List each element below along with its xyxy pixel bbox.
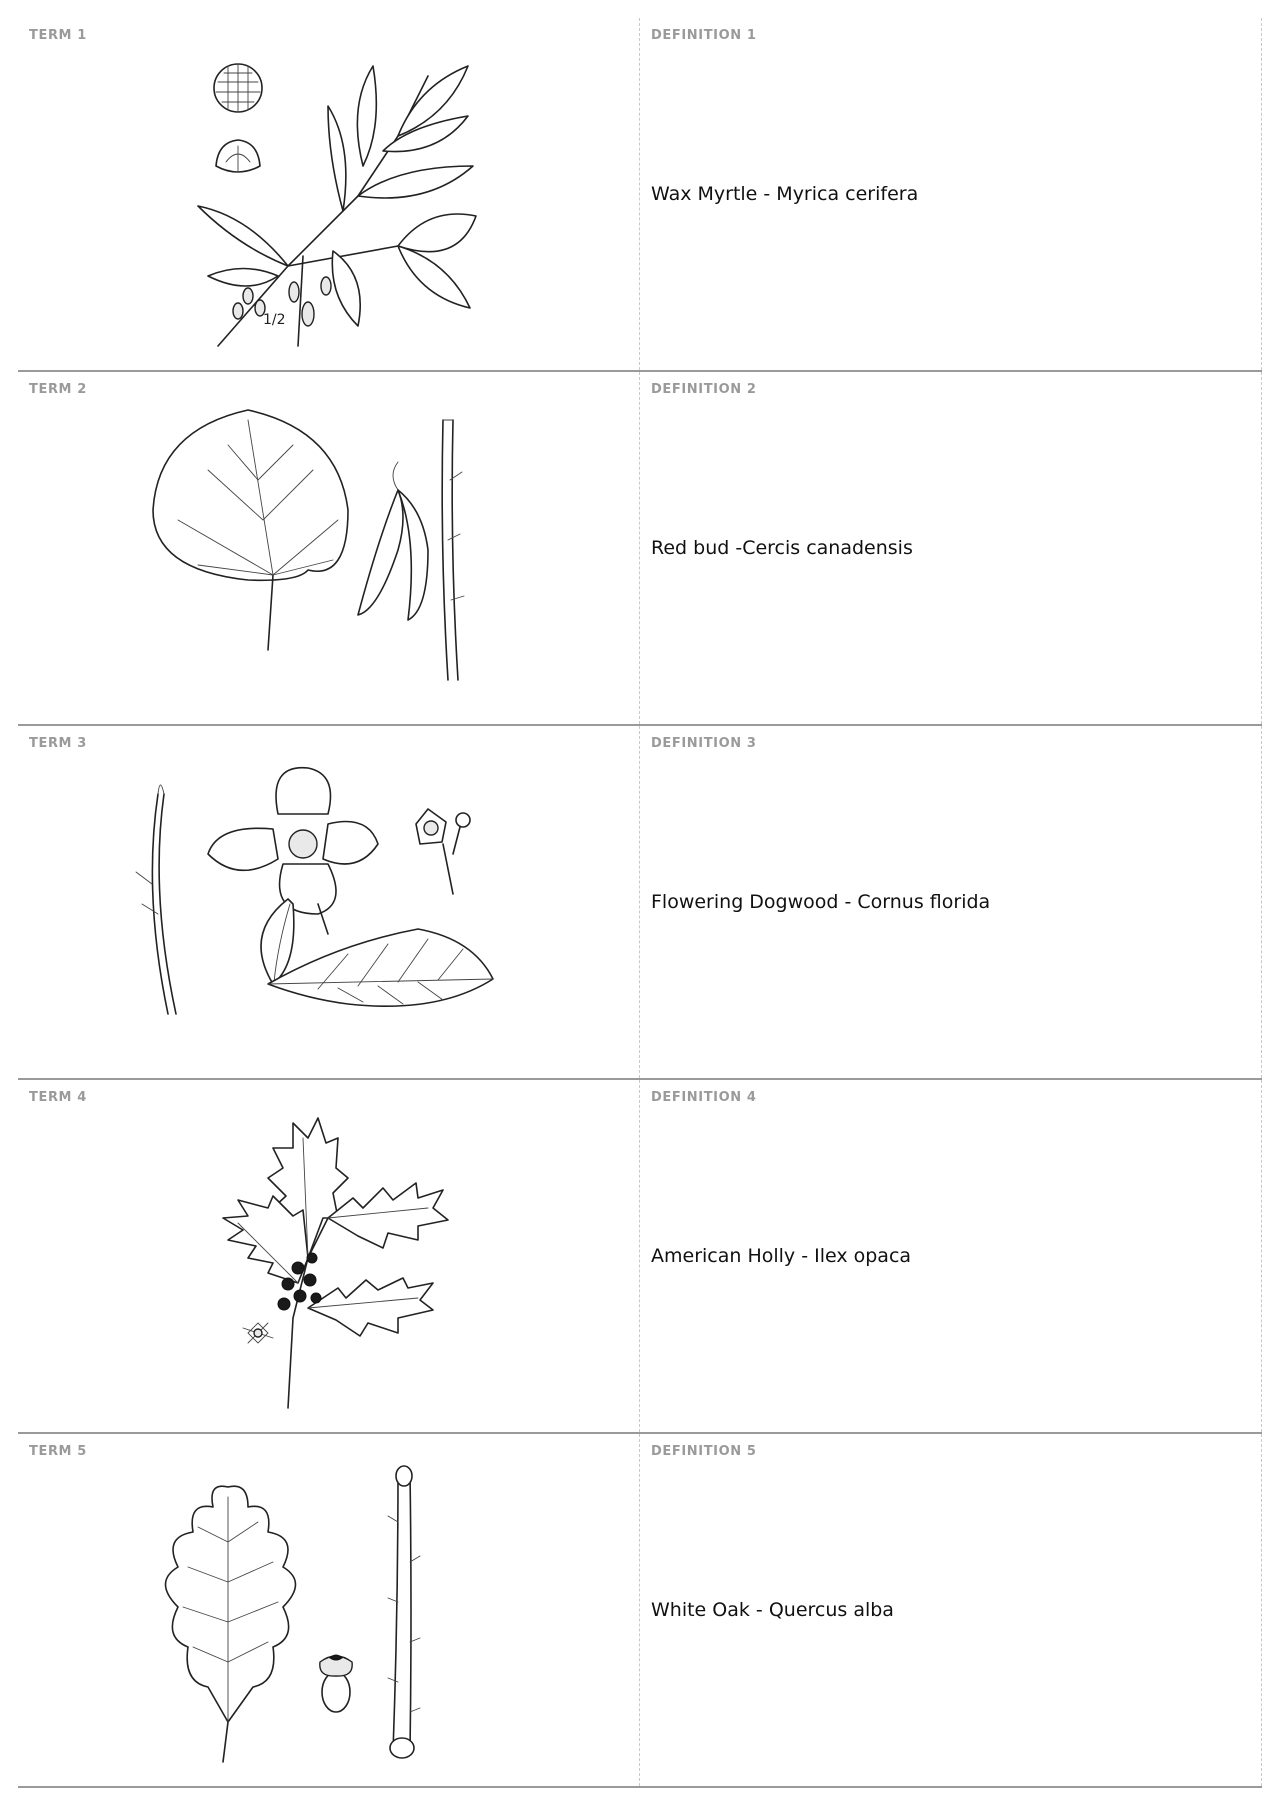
definition-cell xyxy=(640,1080,1262,1432)
card-row xyxy=(18,372,1262,726)
white-oak-drawing xyxy=(98,1462,558,1778)
term-cell xyxy=(18,726,640,1078)
definition-text: Wax Myrtle - Myrica cerifera xyxy=(651,183,919,205)
definition-cell xyxy=(640,372,1262,724)
definition-text: Flowering Dogwood - Cornus florida xyxy=(651,891,991,913)
term-label: TERM 1 xyxy=(29,28,87,43)
holly-drawing xyxy=(98,1108,558,1424)
definition-label: DEFINITION 1 xyxy=(651,28,757,43)
definition-label: DEFINITION 2 xyxy=(651,382,757,397)
card-row xyxy=(18,18,1262,372)
dogwood-drawing xyxy=(98,754,558,1070)
redbud-drawing xyxy=(98,400,558,716)
card-row xyxy=(18,726,1262,1080)
card-row xyxy=(18,1080,1262,1434)
flashcard-sheet xyxy=(18,18,1262,1788)
definition-text: White Oak - Quercus alba xyxy=(651,1599,894,1621)
term-label: TERM 4 xyxy=(29,1090,87,1105)
definition-label: DEFINITION 3 xyxy=(651,736,757,751)
definition-label: DEFINITION 5 xyxy=(651,1444,757,1459)
term-cell xyxy=(18,18,640,370)
term-label: TERM 3 xyxy=(29,736,87,751)
term-label: TERM 5 xyxy=(29,1444,87,1459)
term-label: TERM 2 xyxy=(29,382,87,397)
wax-myrtle-drawing xyxy=(98,46,558,362)
definition-label: DEFINITION 4 xyxy=(651,1090,757,1105)
term-cell xyxy=(18,1080,640,1432)
term-cell xyxy=(18,1434,640,1786)
definition-text: American Holly - Ilex opaca xyxy=(651,1245,912,1267)
term-cell xyxy=(18,372,640,724)
definition-text: Red bud -Cercis canadensis xyxy=(651,537,913,559)
definition-cell xyxy=(640,726,1262,1078)
scale-note: 1/2 xyxy=(263,312,286,328)
definition-cell xyxy=(640,1434,1262,1786)
card-row xyxy=(18,1434,1262,1788)
definition-cell xyxy=(640,18,1262,370)
